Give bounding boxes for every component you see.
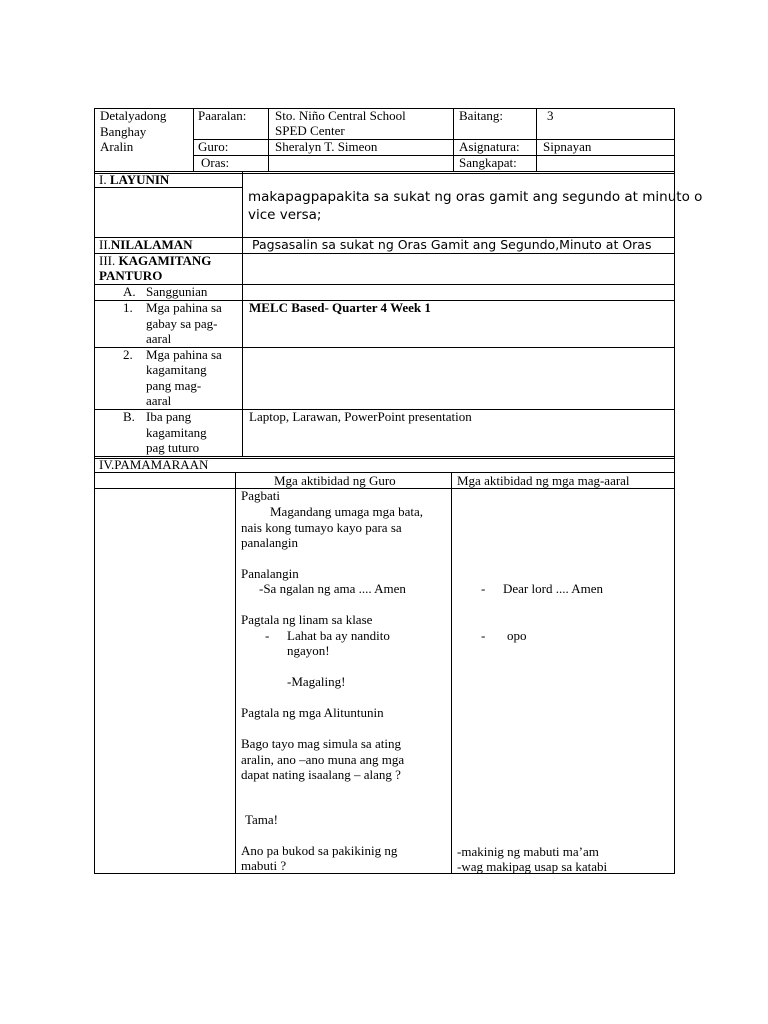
plan-title-line2: Banghay (100, 124, 147, 139)
mag-aaral-opo: opo (507, 628, 527, 643)
paaralan-value-line2: SPED Center (275, 123, 345, 138)
plan-title-line3: Aralin (100, 139, 134, 154)
item2-marker: 2. (123, 347, 133, 362)
item1-line3: aaral (146, 331, 172, 346)
grid-line (235, 472, 236, 874)
grid-line (193, 155, 675, 156)
guro-pagbati: Pagbati (241, 488, 280, 503)
itemB-marker: B. (123, 409, 135, 424)
oras-label: Oras: (201, 155, 230, 170)
grid-line (94, 171, 675, 172)
grid-line (94, 173, 675, 174)
guro-label: Guro: (198, 139, 229, 154)
sangkapat-label: Sangkapat: (459, 155, 517, 170)
col-guro-header: Mga aktibidad ng Guro (274, 473, 396, 488)
grid-line (242, 172, 243, 457)
table-border-right (674, 108, 675, 874)
guro-bago-line2: aralin, ano –ano muna ang mga (241, 752, 405, 767)
sanggunian-marker: A. (123, 284, 136, 299)
table-border-left (94, 108, 95, 874)
guro-pagtala-linam: Pagtala ng linam sa klase (241, 612, 373, 627)
itemB-value: Laptop, Larawan, PowerPoint presentation (249, 409, 472, 424)
guro-magaling: -Magaling! (287, 674, 346, 689)
item1-value: MELC Based- Quarter 4 Week 1 (249, 300, 431, 315)
layunin-text-line1: makapagpapakita sa sukat ng oras gamit ang segundo at minuto o (248, 189, 703, 205)
col-mag-aaral-header: Mga aktibidad ng mga mag-aaral (457, 473, 630, 488)
asignatura-label: Asignatura: (459, 139, 520, 154)
kagamitan-heading-line1: III. KAGAMITANG (99, 253, 212, 268)
paaralan-value-line1: Sto. Niño Central School (275, 108, 406, 123)
grid-line (451, 472, 452, 874)
baitang-label: Baitang: (459, 108, 504, 123)
guro-bullet: - (265, 628, 270, 643)
pamamaraan-heading: IV.PAMAMARAAN (99, 457, 209, 472)
guro-ano-line1: Ano pa bukod sa pakikinig ng (241, 843, 398, 858)
layunin-heading: I. LAYUNIN (99, 172, 170, 187)
item2-line2: kagamitang (146, 362, 207, 377)
guro-lahat-line1: Lahat ba ay nandito (287, 628, 390, 643)
baitang-value: 3 (547, 108, 554, 123)
asignatura-value: Sipnayan (543, 139, 592, 154)
nilalaman-text: Pagsasalin sa sukat ng Oras Gamit ang Segundo,Minuto at Oras (252, 237, 652, 252)
grid-line (453, 108, 454, 172)
grid-line (268, 108, 269, 172)
mag-aaral-makinig: -makinig ng mabuti ma’am (457, 844, 599, 859)
guro-prayer: -Sa ngalan ng ama .... Amen (259, 581, 406, 596)
guro-tama: Tama! (245, 812, 279, 827)
item2-line4: aaral (146, 393, 172, 408)
sanggunian-label: Sanggunian (146, 284, 208, 299)
guro-value: Sheralyn T. Simeon (275, 139, 378, 154)
mag-aaral-bullet-1: - (481, 581, 486, 596)
guro-bago-line3: dapat nating isaalang – alang ? (241, 767, 401, 782)
guro-alituntunin: Pagtala ng mga Alituntunin (241, 705, 384, 720)
grid-line (193, 108, 194, 172)
guro-ano-line2: mabuti ? (241, 858, 287, 873)
itemB-line2: kagamitang (146, 425, 207, 440)
item1-line2: gabay sa pag- (146, 316, 218, 331)
guro-greet-line3: panalangin (241, 535, 299, 550)
nilalaman-heading: II.NILALAMAN (99, 237, 193, 252)
mag-aaral-wag: -wag makipag usap sa katabi (457, 859, 608, 874)
guro-greet-line1: Magandang umaga mga bata, (270, 504, 424, 519)
mag-aaral-bullet-2: - (481, 628, 486, 643)
mag-aaral-dear-lord: Dear lord .... Amen (503, 581, 604, 596)
guro-greet-line2: nais kong tumayo kayo para sa (241, 520, 402, 535)
guro-panalangin: Panalangin (241, 566, 299, 581)
item2-line3: pang mag- (146, 378, 202, 393)
guro-bago-line1: Bago tayo mag simula sa ating (241, 736, 401, 751)
item1-line1: Mga pahina sa (146, 300, 222, 315)
item1-marker: 1. (123, 300, 133, 315)
itemB-line3: pag tuturo (146, 440, 200, 455)
grid-line (193, 139, 675, 140)
layunin-text-line2: vice versa; (248, 207, 322, 223)
guro-lahat-line2: ngayon! (287, 643, 330, 658)
plan-title-line1: Detalyadong (100, 108, 167, 123)
grid-line (536, 108, 537, 172)
itemB-line1: Iba pang (146, 409, 192, 424)
paaralan-label: Paaralan: (198, 108, 247, 123)
item2-line1: Mga pahina sa (146, 347, 222, 362)
kagamitan-heading-line2: PANTURO (99, 268, 163, 283)
